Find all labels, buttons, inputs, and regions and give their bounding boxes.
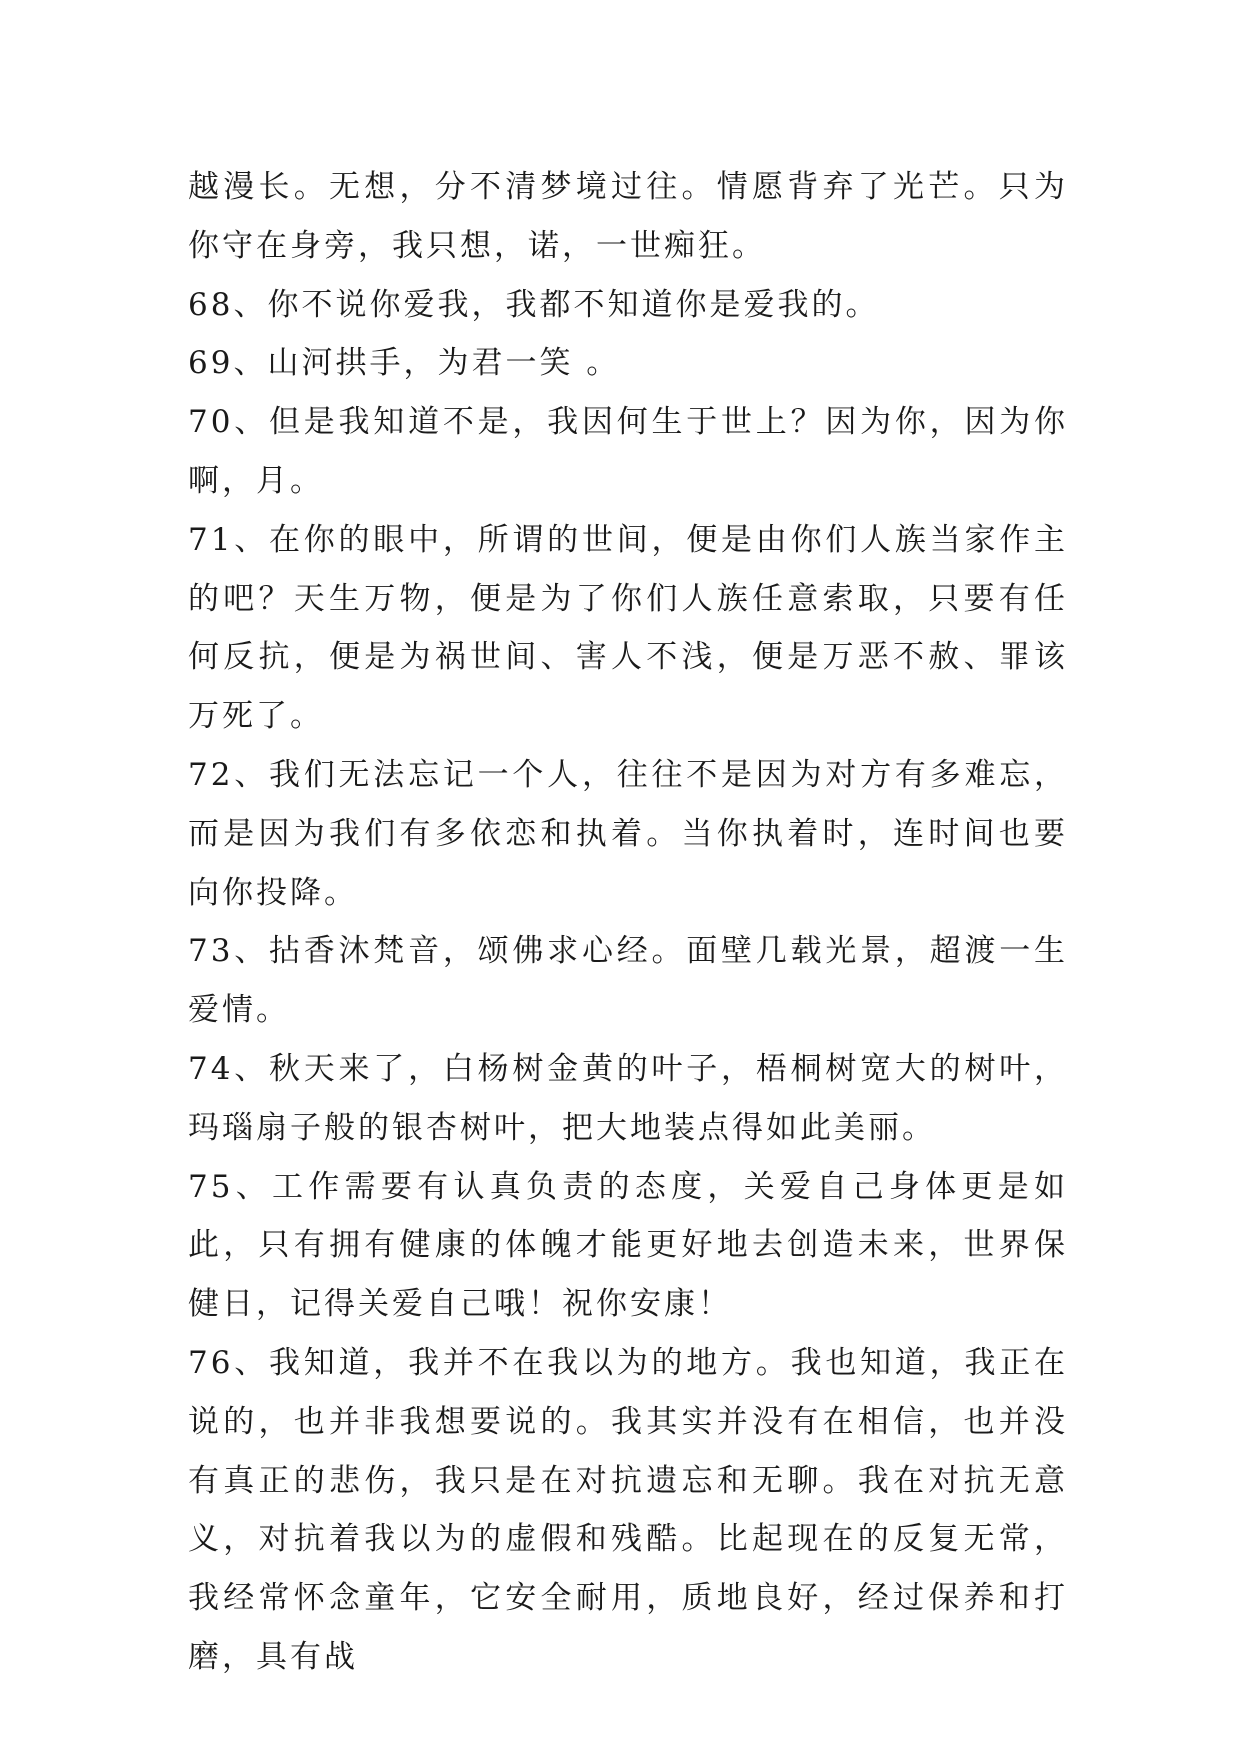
paragraph-70: 70、但是我知道不是，我因何生于世上？因为你，因为你啊，月。 xyxy=(188,404,1068,499)
paragraph-68: 68、你不说你爱我，我都不知道你是爱我的。 xyxy=(188,286,880,323)
paragraph-73: 73、拈香沐梵音，颂佛求心经。面壁几载光景，超渡一生爱情。 xyxy=(188,933,1068,1029)
document-body xyxy=(188,158,1068,1687)
paragraph-75: 75、工作需要有认真负责的态度，关爱自己身体更是如此，只有拥有健康的体魄才能更好地去创造未来，世界保健日，记得关爱自己哦！祝你安康！ xyxy=(188,1168,1068,1323)
paragraph-74: 74、秋天来了，白杨树金黄的叶子，梧桐树宽大的树叶，玛瑙扇子般的银杏树叶，把大地装点得如此美丽。 xyxy=(188,1050,1068,1146)
paragraph-72: 72、我们无法忘记一个人，往往不是因为对方有多难忘，而是因为我们有多依恋和执着。当你执着时，连时间也要向你投降。 xyxy=(188,756,1068,911)
paragraph-continued: 越漫长。无想，分不清梦境过往。情愿背弃了光芒。只为你守在身旁，我只想，诺，一世痴狂。 xyxy=(188,169,1068,264)
paragraph-76: 76、我知道，我并不在我以为的地方。我也知道，我正在说的，也并非我想要说的。我其实并没有在相信，也并没有真正的悲伤，我只是在对抗遗忘和无聊。我在对抗无意义，对抗着我以为的虚假和残酷。比起现在的反复无常，我经常怀念童年，它安全耐用，质地良好，经过保养和打磨，具有战 xyxy=(188,1344,1068,1675)
paragraph-71: 71、在你的眼中，所谓的世间，便是由你们人族当家作主的吧？天生万物，便是为了你们人族任意索取，只要有任何反抗，便是为祸世间、害人不浅，便是万恶不赦、罪该万死了。 xyxy=(188,521,1068,735)
paragraph-69: 69、山河拱手，为君一笑 。 xyxy=(188,345,621,382)
